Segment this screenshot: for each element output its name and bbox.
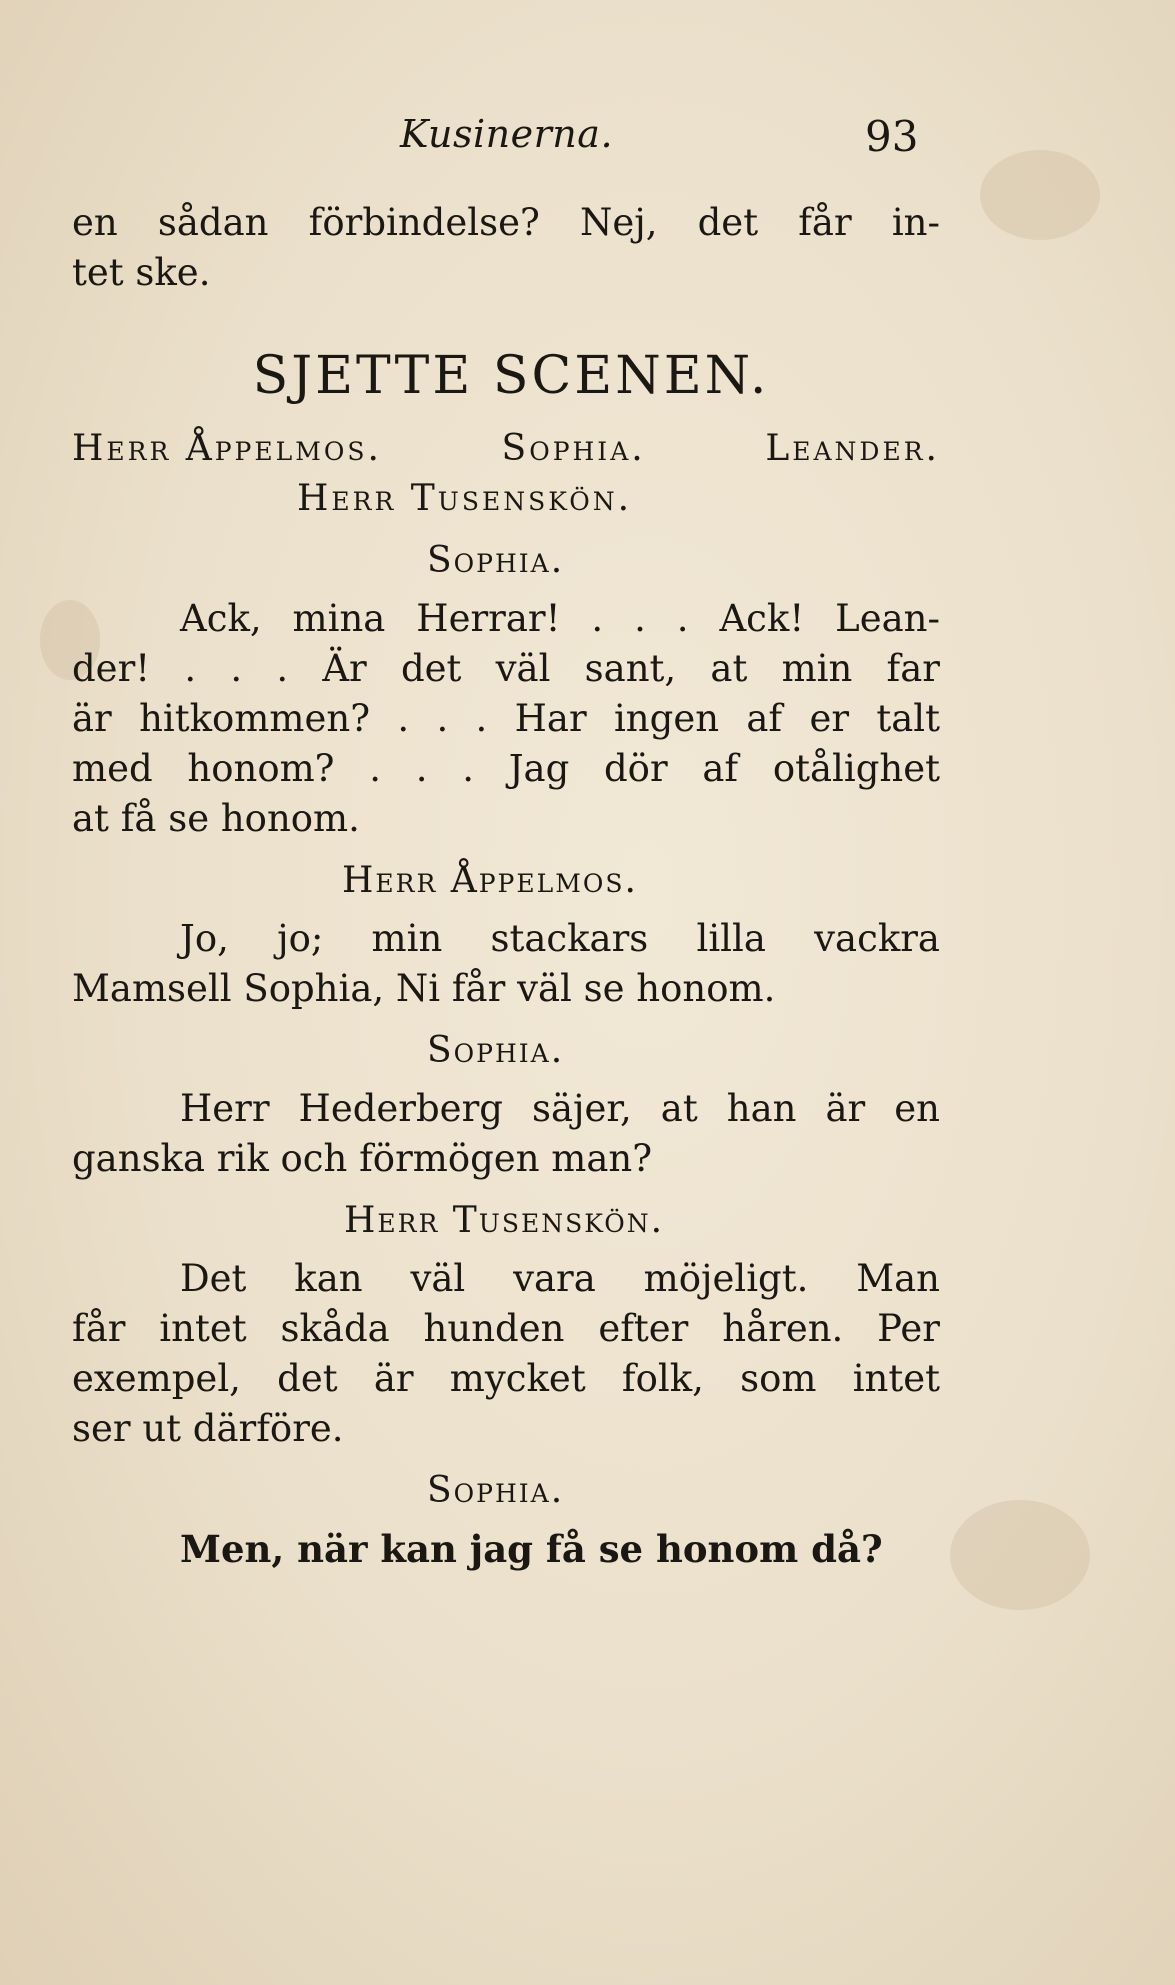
speech-paragraph <box>72 1254 940 1454</box>
text-line: med honom? . . . Jag dör af otålighet <box>72 747 940 790</box>
page-number: 93 <box>865 112 919 161</box>
text-line: är hitkommen? . . . Har ingen af er talt <box>72 697 940 740</box>
paper-stain <box>980 150 1100 240</box>
text-line: tet ske. <box>72 251 211 294</box>
speaker-name: Sophia. <box>427 1030 565 1071</box>
text-line: Jo, jo; min stackars lilla vackra <box>180 917 940 960</box>
speaker-name: Sophia. <box>427 540 565 581</box>
cast-member: Herr Åppelmos. <box>72 428 382 469</box>
text-line: Men, när kan jag få se honom då? <box>180 1527 883 1571</box>
opening-paragraph <box>72 198 940 298</box>
cast-line <box>72 424 940 474</box>
text-line: Ack, mina Herrar! . . . Ack! Lean- <box>180 597 940 640</box>
text-line: Mamsell Sophia, Ni får väl se honom. <box>72 967 776 1010</box>
speech-paragraph <box>72 1524 940 1574</box>
text-line: en sådan förbindelse? Nej, det får in- <box>72 201 940 244</box>
cast-list <box>72 424 940 524</box>
speaker-name: Sophia. <box>427 1470 565 1511</box>
paper-stain <box>950 1500 1090 1610</box>
running-title: Kusinerna. <box>400 112 614 156</box>
speech-paragraph <box>72 594 940 844</box>
text-line: ganska rik och förmögen man? <box>72 1137 653 1180</box>
speech-paragraph <box>72 1084 940 1184</box>
page-header <box>0 112 1175 162</box>
speaker-name: Herr Åppelmos. <box>342 860 638 901</box>
speech-paragraph <box>72 914 940 1014</box>
cast-member: Sophia. <box>501 428 646 469</box>
text-line: Herr Hederberg säjer, at han är en <box>180 1087 940 1130</box>
scene-title: SJETTE SCENEN. <box>252 346 770 406</box>
page-text <box>72 198 940 1578</box>
cast-line <box>72 474 940 524</box>
text-line: får intet skåda hunden efter håren. Per <box>72 1307 940 1350</box>
cast-member: Leander. <box>765 428 940 469</box>
cast-member: Herr Tusenskön. <box>297 478 633 519</box>
text-line: der! . . . Är det väl sant, at min far <box>72 647 940 690</box>
text-line: at få se honom. <box>72 797 360 840</box>
text-line: exempel, det är mycket folk, som intet <box>72 1357 940 1400</box>
text-line: Det kan väl vara möjeligt. Man <box>180 1257 940 1300</box>
text-line: ser ut därföre. <box>72 1407 344 1450</box>
speaker-name: Herr Tusenskön. <box>344 1200 665 1241</box>
